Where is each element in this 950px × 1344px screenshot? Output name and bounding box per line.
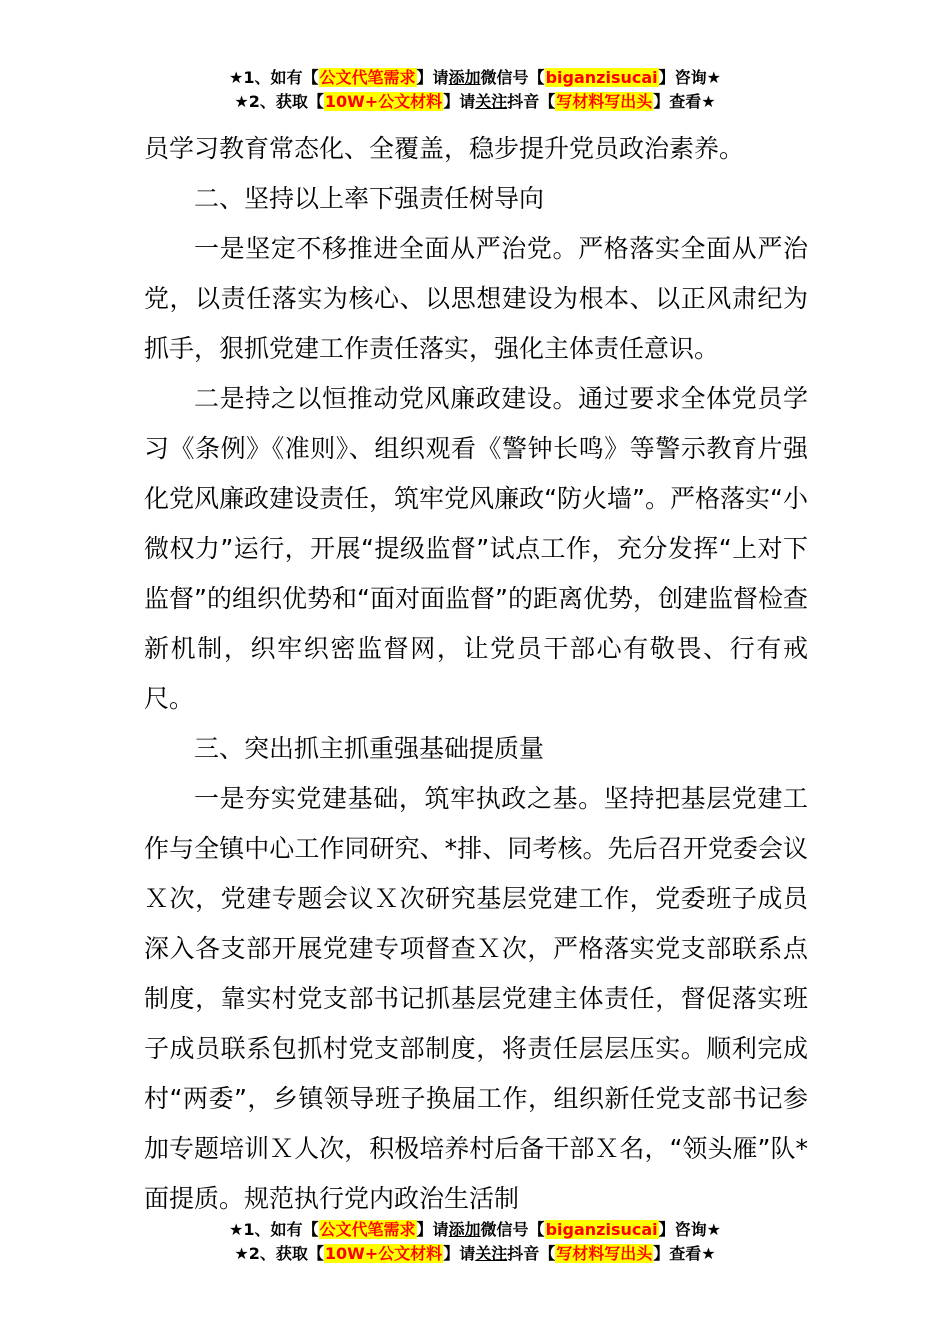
- highlight-service-label: 公文代笔需求: [319, 1220, 416, 1239]
- footer-banner: [0, 1218, 950, 1266]
- underlined-text: 关注: [475, 92, 508, 111]
- paragraph: 二是持之以恒推动党风廉政建设。通过要求全体党员学习《条例》《准则》、组织观看《警钟长鸣》等警示教育片强化党风廉政建设责任，筑牢党风廉政“防火墙”。严格落实“小微权力”运行，开展“提级监督”试点工作，充分发挥“上对下监督”的组织优势和“面对面监督”的距离优势，创建监督检查新机制，织牢织密监督网，让党员干部心有敬畏、行有戒尺。: [144, 384, 808, 713]
- banner-text: 】请: [443, 92, 476, 111]
- section-heading-3: 三、突出抓主抓重强基础提质量: [194, 734, 545, 763]
- banner-text: 抖音【: [507, 92, 556, 111]
- banner-line-1: [0, 66, 950, 90]
- banner-text: 微信号【: [480, 68, 545, 87]
- highlight-wechat-id: biganzisucai: [545, 68, 658, 87]
- paragraph: 一是坚定不移推进全面从严治党。严格落实全面从严治党，以责任落实为核心、以思想建设为根本、以正风肃纪为抓手，狠抓党建工作责任落实，强化主体责任意识。: [144, 234, 808, 363]
- banner-text: 】请: [416, 1220, 449, 1239]
- banner-text: ★2、获取【: [234, 1244, 324, 1263]
- underlined-text: 添加: [448, 68, 481, 87]
- document-body: [144, 124, 808, 1224]
- highlight-materials-label: 10W+公文材料: [324, 92, 443, 111]
- paragraph: 一是夯实党建基础，筑牢执政之基。坚持把基层党建工作与全镇中心工作同研究、*排、同考核。先后召开党委会议Ｘ次，党建专题会议Ｘ次研究基层党建工作，党委班子成员深入各支部开展党建专项督查Ｘ次，严格落实党支部联系点制度，靠实村党支部书记抓基层党建主体责任，督促落实班子成员联系包抓村党支部制度，将责任层层压实。顺利完成村“两委”，乡镇领导班子换届工作，组织新任党支部书记参加专题培训Ｘ人次，积极培养村后备干部Ｘ名，“领头雁”队*面提质。规范执行党内政治生活制: [144, 784, 808, 1213]
- banner-text: 】请: [443, 1244, 476, 1263]
- underlined-text: 添加: [448, 1220, 481, 1239]
- banner-line-1: [0, 1218, 950, 1242]
- highlight-douyin-id: 写材料写出头: [556, 1244, 653, 1263]
- highlight-service-label: 公文代笔需求: [319, 68, 416, 87]
- header-banner: [0, 66, 950, 114]
- banner-text: 】请: [416, 68, 449, 87]
- banner-text: 】查看★: [653, 1244, 716, 1263]
- underlined-text: 关注: [475, 1244, 508, 1263]
- highlight-wechat-id: biganzisucai: [545, 1220, 658, 1239]
- banner-text: ★2、获取【: [234, 92, 324, 111]
- banner-text: ★1、如有【: [229, 1220, 319, 1239]
- banner-text: 】咨询★: [658, 1220, 721, 1239]
- paragraph-continuation: 员学习教育常态化、全覆盖，稳步提升党员政治素养。: [144, 134, 745, 163]
- banner-line-2: [0, 1242, 950, 1266]
- banner-line-2: [0, 90, 950, 114]
- banner-text: 】咨询★: [658, 68, 721, 87]
- banner-text: 抖音【: [507, 1244, 556, 1263]
- section-heading-2: 二、坚持以上率下强责任树导向: [194, 184, 545, 213]
- banner-text: ★1、如有【: [229, 68, 319, 87]
- banner-text: 微信号【: [480, 1220, 545, 1239]
- banner-text: 】查看★: [653, 92, 716, 111]
- highlight-materials-label: 10W+公文材料: [324, 1244, 443, 1263]
- highlight-douyin-id: 写材料写出头: [556, 92, 653, 111]
